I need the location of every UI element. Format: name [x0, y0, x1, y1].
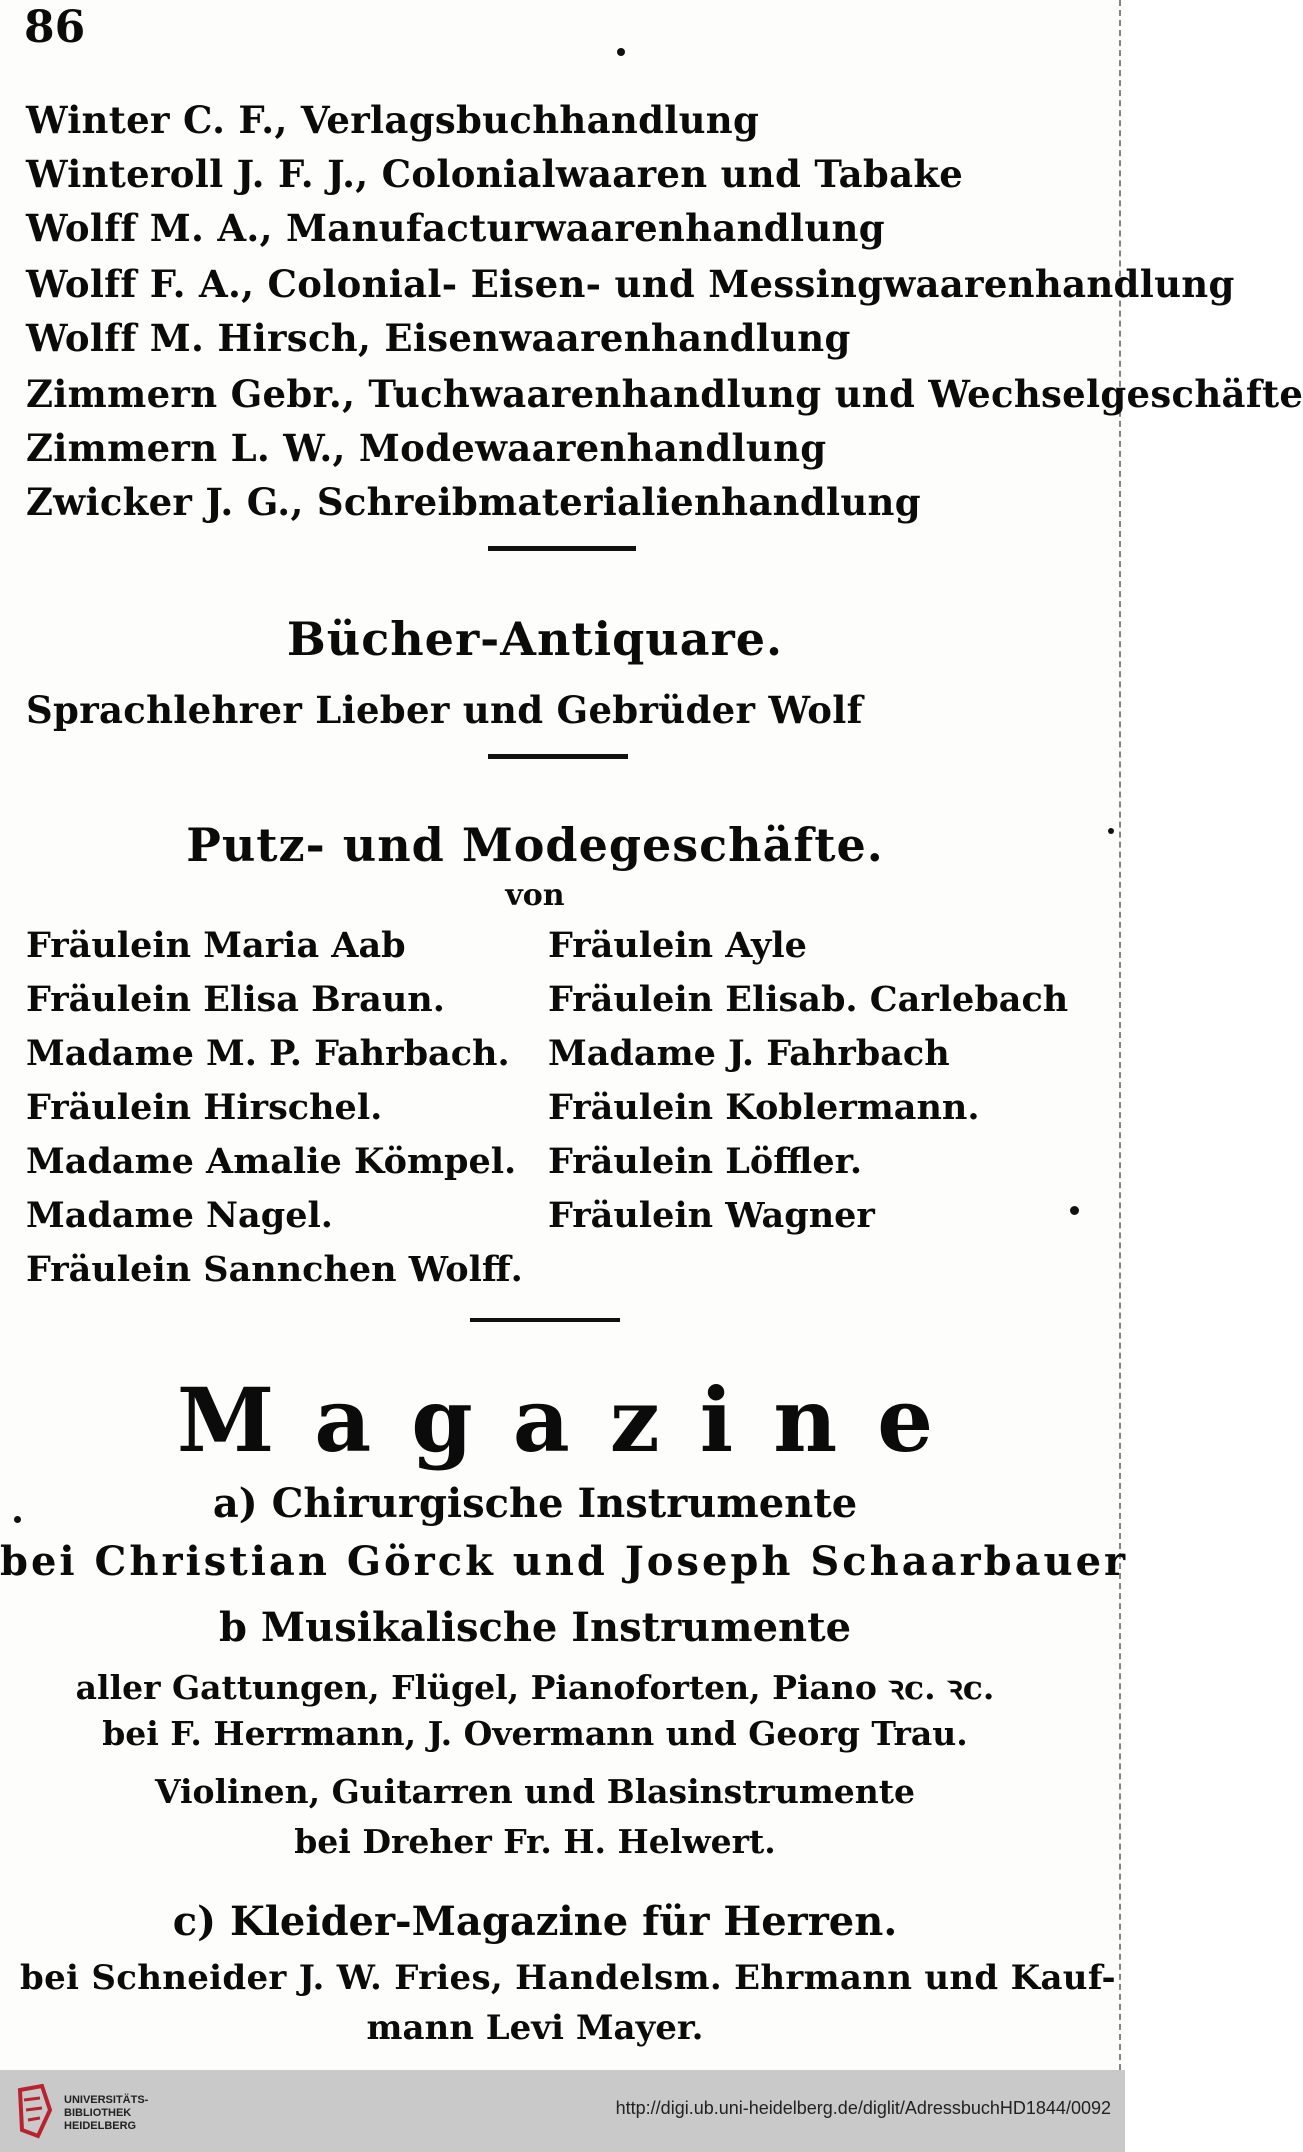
page-edge [1115, 0, 1121, 2070]
university-seal-icon [12, 2080, 58, 2142]
magazine-b-line1: aller Gattungen, Flügel, Pianoforten, Piano ꝛc. ꝛc. [75, 1668, 995, 1707]
putz-von: von [505, 878, 565, 913]
digitization-footer [0, 2070, 1125, 2152]
left-entry: Fräulein Sannchen Wolff. [26, 1249, 523, 1290]
magazine-c-line1: bei Schneider J. W. Fries, Handelsm. Ehrmann und Kauf- [20, 1958, 1116, 1998]
right-entry: Fräulein Ayle [548, 925, 807, 966]
ink-speck [1108, 828, 1114, 834]
right-entry: Fräulein Elisab. Carlebach [548, 979, 1069, 1020]
library-line: HEIDELBERG [64, 2120, 137, 2132]
magazine-b-line3: Violinen, Guitarren und Blasinstrumente [155, 1772, 915, 1811]
left-entry: Fräulein Maria Aab [26, 925, 406, 966]
list-line: Zwicker J. G., Schreibmaterialienhandlung [26, 480, 921, 524]
library-name [64, 2094, 148, 2133]
left-entry: Fräulein Hirschel. [26, 1087, 383, 1128]
section-divider [488, 754, 628, 759]
page-number: 86 [24, 2, 86, 53]
right-entry: Fräulein Koblermann. [548, 1087, 980, 1128]
putz-heading: Putz- und Modegeschäfte. [186, 818, 884, 872]
magazine-b-line4: bei Dreher Fr. H. Helwert. [294, 1822, 776, 1861]
section-divider [488, 546, 636, 551]
magazine-b-title: b Musikalische Instrumente [218, 1604, 852, 1651]
magazine-a-line: bei Christian Görck und Joseph Schaarbauer [0, 1538, 1129, 1585]
list-line: Winter C. F., Verlagsbuchhandlung [26, 98, 760, 142]
right-entry: Fräulein Wagner [548, 1195, 875, 1236]
list-line: Wolff M. Hirsch, Eisenwaarenhandlung [26, 316, 851, 360]
list-line: Zimmern L. W., Modewaarenhandlung [26, 426, 827, 470]
right-entry: Fräulein Löffler. [548, 1141, 863, 1182]
list-line: Winteroll J. F. J., Colonialwaaren und Tabake [26, 152, 964, 196]
magazine-c-title: c) Kleider-Magazine für Herren. [172, 1898, 898, 1945]
left-entry: Fräulein Elisa Braun. [26, 979, 445, 1020]
list-line: Zimmern Gebr., Tuchwaarenhandlung und Wechselgeschäfte [26, 372, 1303, 416]
antiquare-line: Sprachlehrer Lieber und Gebrüder Wolf [26, 688, 863, 732]
magazine-c-line2: mann Levi Mayer. [366, 2008, 704, 2048]
left-entry: Madame Amalie Kömpel. [26, 1141, 517, 1182]
list-line: Wolff M. A., Manufacturwaarenhandlung [26, 206, 885, 250]
section-divider [470, 1318, 620, 1322]
source-url[interactable]: http://digi.ub.uni-heidelberg.de/diglit/AdressbuchHD1844/0092 [615, 2098, 1111, 2118]
magazine-heading: Magazine [176, 1368, 974, 1472]
antiquare-heading: Bücher-Antiquare. [286, 612, 784, 666]
right-entry: Madame J. Fahrbach [548, 1033, 950, 1074]
ink-speck [617, 48, 625, 56]
library-line: BIBLIOTHEK [64, 2107, 132, 2119]
left-entry: Madame Nagel. [26, 1195, 333, 1236]
left-entry: Madame M. P. Fahrbach. [26, 1033, 510, 1074]
ink-speck [1070, 1206, 1079, 1215]
magazine-a-title: a) Chirurgische Instrumente [212, 1480, 858, 1527]
list-line: Wolff F. A., Colonial- Eisen- und Messingwaarenhandlung [26, 262, 1235, 306]
magazine-b-line2: bei F. Herrmann, J. Overmann und Georg Trau. [102, 1714, 968, 1753]
library-line: UNIVERSITÄTS- [64, 2094, 149, 2106]
